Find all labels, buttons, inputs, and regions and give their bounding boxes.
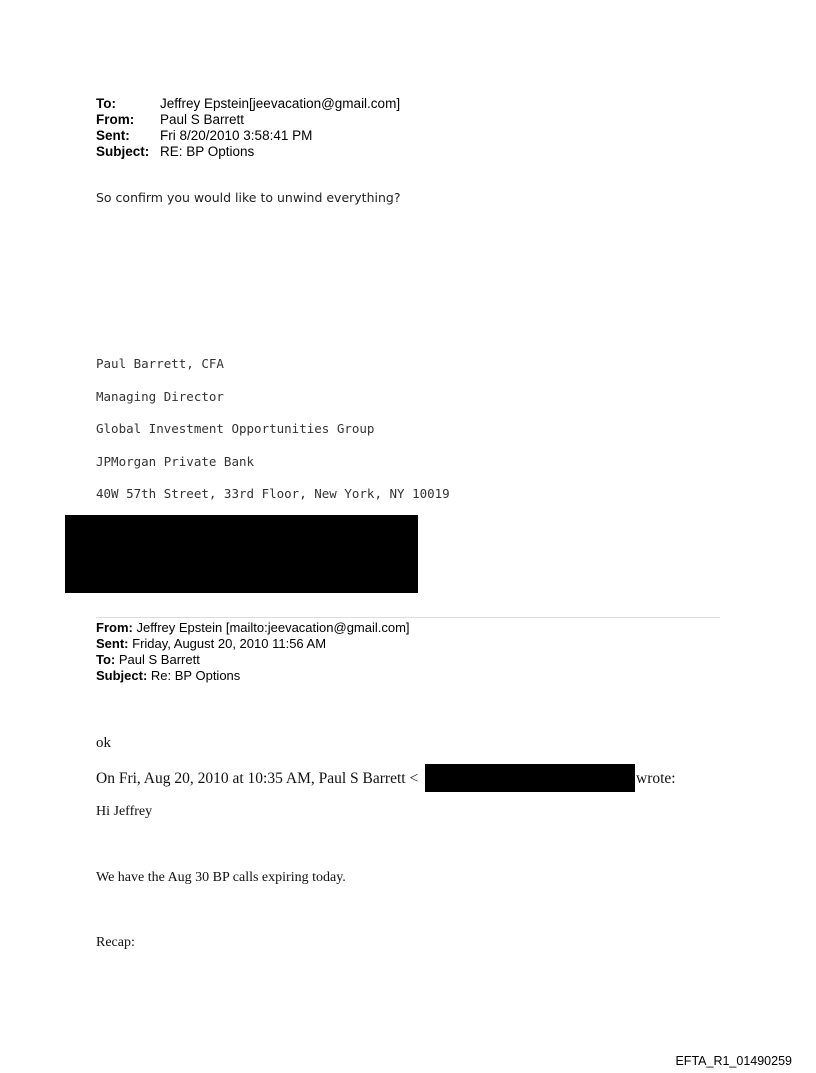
message-divider (96, 617, 720, 618)
sent-value: Fri 8/20/2010 3:58:41 PM (160, 128, 313, 143)
subject-label: Subject: (96, 144, 150, 159)
header-sent-row (96, 128, 400, 144)
subject-value: RE: BP Options (160, 144, 255, 159)
header-from-row (96, 112, 400, 128)
fwd-subject-row (96, 668, 410, 684)
signature-address: 40W 57th Street, 33rd Floor, New York, NY 10019 (96, 486, 450, 501)
signature-name: Paul Barrett, CFA (96, 356, 224, 371)
quote-intro: On Fri, Aug 20, 2010 at 10:35 AM, Paul S Barrett < (96, 770, 419, 787)
from-value: Paul S Barrett (160, 112, 245, 127)
fwd-to-label: To: (96, 652, 116, 667)
signature-block (96, 356, 450, 519)
fwd-from-label: From: (96, 620, 133, 635)
document-id: EFTA_R1_01490259 (675, 1054, 792, 1068)
reply-ok: ok (96, 735, 111, 751)
fwd-subject-value: Re: BP Options (150, 668, 241, 683)
quote-line-recap: Recap: (96, 935, 135, 950)
forwarded-header (96, 620, 410, 684)
fwd-sent-label: Sent: (96, 636, 129, 651)
fwd-sent-row (96, 636, 410, 652)
signature-company: JPMorgan Private Bank (96, 453, 255, 469)
fwd-subject-label: Subject: (96, 668, 148, 683)
signature-title: Managing Director (96, 388, 224, 404)
sent-label: Sent: (96, 128, 130, 143)
email-header (96, 96, 400, 160)
to-label: To: (96, 96, 116, 111)
fwd-to-value: Paul S Barrett (118, 652, 200, 667)
quote-greeting: Hi Jeffrey (96, 804, 153, 819)
fwd-sent-value: Friday, August 20, 2010 11:56 AM (132, 636, 327, 651)
header-subject-row (96, 144, 400, 160)
from-label: From: (96, 112, 135, 127)
fwd-from-value: Jeffrey Epstein [mailto:jeevacation@gmail.com] (136, 620, 410, 635)
email-body-text: So confirm you would like to unwind everything? (96, 190, 401, 205)
fwd-to-row (96, 652, 410, 668)
header-to-row (96, 96, 400, 112)
redaction-email (425, 764, 635, 792)
to-value: Jeffrey Epstein[jeevacation@gmail.com] (160, 96, 401, 111)
quote-wrote: wrote: (636, 770, 676, 787)
fwd-from-row (96, 620, 410, 636)
quote-line-calls: We have the Aug 30 BP calls expiring today. (96, 870, 346, 885)
signature-group: Global Investment Opportunities Group (96, 421, 375, 436)
redaction-block (65, 515, 418, 593)
